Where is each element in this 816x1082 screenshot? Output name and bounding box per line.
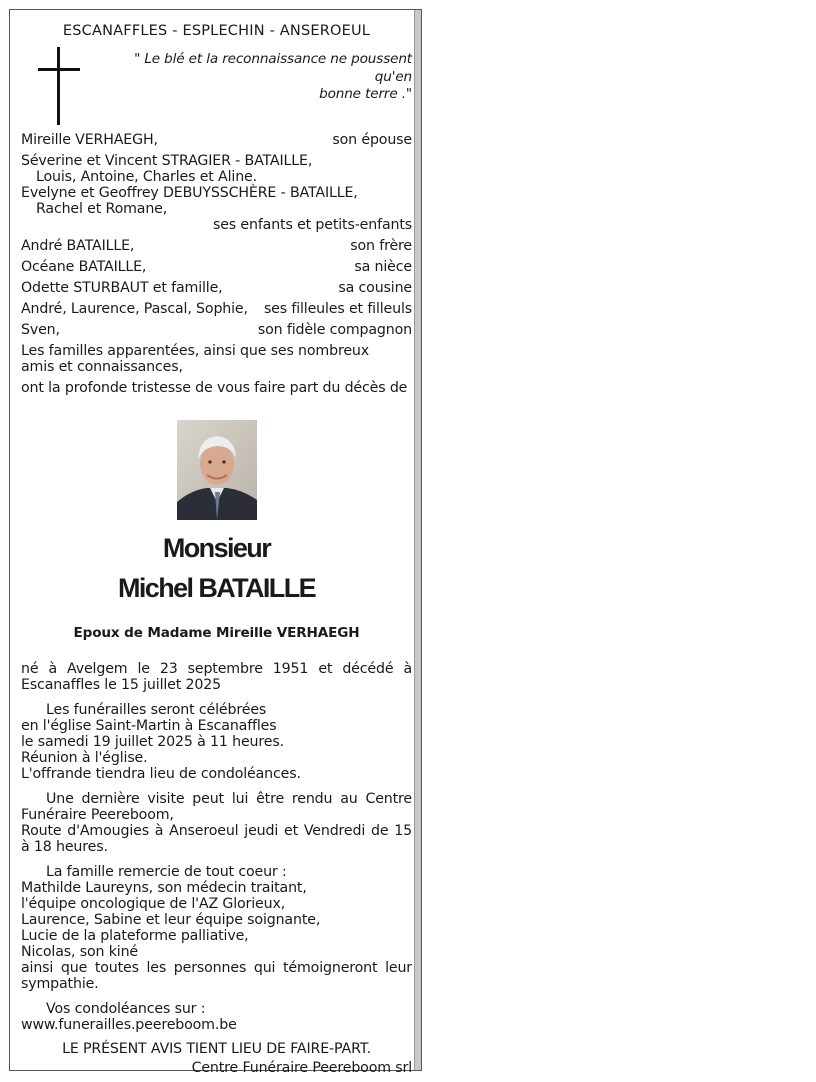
family-row-companion — [21, 322, 412, 338]
condolences-label: Vos condoléances sur : — [46, 1001, 206, 1017]
family-line: Séverine et Vincent STRAGIER - BATAILLE, — [21, 153, 313, 169]
family-relation: ses filleules et filleuls — [263, 301, 412, 317]
deceased-name: Michel BATAILLE — [118, 573, 315, 603]
family-name: Océane BATAILLE, — [21, 259, 147, 275]
undertaker-name: Centre Funéraire Peereboom srl — [191, 1060, 412, 1076]
thanks-line: Nicolas, son kiné — [21, 944, 138, 960]
faire-part-notice: LE PRÉSENT AVIS TIENT LIEU DE FAIRE-PART. — [62, 1041, 371, 1057]
thanks-line: Laurence, Sabine et leur équipe soignante, — [21, 912, 321, 928]
thanks — [21, 864, 412, 992]
thanks-line: Lucie de la plateforme palliative, — [21, 928, 249, 944]
family-row-brother — [21, 238, 412, 254]
cross-icon-bar — [38, 68, 80, 71]
family-name: Odette STURBAUT et famille, — [21, 280, 223, 296]
family-relation: sa nièce — [354, 259, 412, 275]
quote-line-2: bonne terre ." — [319, 86, 412, 102]
family-relation: sa cousine — [338, 280, 412, 296]
family-row-godchildren — [21, 301, 412, 317]
condolences-url: www.funerailles.peereboom.be — [21, 1017, 237, 1033]
cross-icon — [57, 47, 60, 125]
thanks-line: ainsi que toutes les personnes qui témoigneront leur sympathie. — [21, 960, 412, 992]
visit-address: Route d'Amougies à Anseroeul jeudi et Vendredi de 15 à 18 heures. — [21, 823, 412, 855]
family-name: Sven, — [21, 322, 60, 338]
thanks-line: Mathilde Laureyns, son médecin traitant, — [21, 880, 307, 896]
family-row-spouse — [21, 132, 412, 148]
family-relation: son fidèle compagnon — [257, 322, 412, 338]
funeral-details — [21, 702, 412, 782]
family-relation: ses enfants et petits-enfants — [212, 217, 412, 233]
deceased-title: Monsieur — [162, 533, 271, 563]
family-line: Louis, Antoine, Charles et Aline. — [36, 169, 257, 185]
family-row-cousin — [21, 280, 412, 296]
visit-info: Une dernière visite peut lui être rendu au Centre Funéraire Peereboom, — [21, 791, 412, 823]
extended-family: Les familles apparentées, ainsi que ses nombreux amis et connaissances, — [21, 343, 369, 375]
funeral-line: le samedi 19 juillet 2025 à 11 heures. — [21, 734, 284, 750]
villages-header: ESCANAFFLES - ESPLECHIN - ANSEROEUL — [62, 23, 371, 39]
funeral-line: Les funérailles seront célébrées — [46, 702, 267, 718]
portrait-photo — [177, 420, 257, 520]
quote — [101, 51, 412, 104]
funeral-line: L'offrande tiendra lieu de condoléances. — [21, 766, 301, 782]
birth-death: né à Avelgem le 23 septembre 1951 et décédé à Escanaffles le 15 juillet 2025 — [21, 661, 412, 693]
death-notice — [9, 9, 422, 1076]
family-name: Mireille VERHAEGH, — [21, 132, 158, 148]
deceased-spouse: Epoux de Madame Mireille VERHAEGH — [73, 625, 360, 641]
family-row-niece — [21, 259, 412, 275]
funeral-line: en l'église Saint-Martin à Escanaffles — [21, 718, 277, 734]
thanks-line: l'équipe oncologique de l'AZ Glorieux, — [21, 896, 286, 912]
family-name: André, Laurence, Pascal, Sophie, — [21, 301, 248, 317]
funeral-line: Réunion à l'église. — [21, 750, 148, 766]
family-relation: son frère — [350, 238, 412, 254]
family-relation: son épouse — [332, 132, 412, 148]
family-line: Evelyne et Geoffrey DEBUYSSCHÈRE - BATAILLE, — [21, 185, 358, 201]
condolences — [21, 1001, 412, 1033]
family-line: Rachel et Romane, — [36, 201, 168, 217]
announcement: ont la profonde tristesse de vous faire part du décès de — [21, 380, 408, 396]
family-name: André BATAILLE, — [21, 238, 135, 254]
quote-line-1: " Le blé et la reconnaissance ne poussent qu'en — [134, 51, 412, 85]
thanks-line: La famille remercie de tout coeur : — [46, 864, 287, 880]
